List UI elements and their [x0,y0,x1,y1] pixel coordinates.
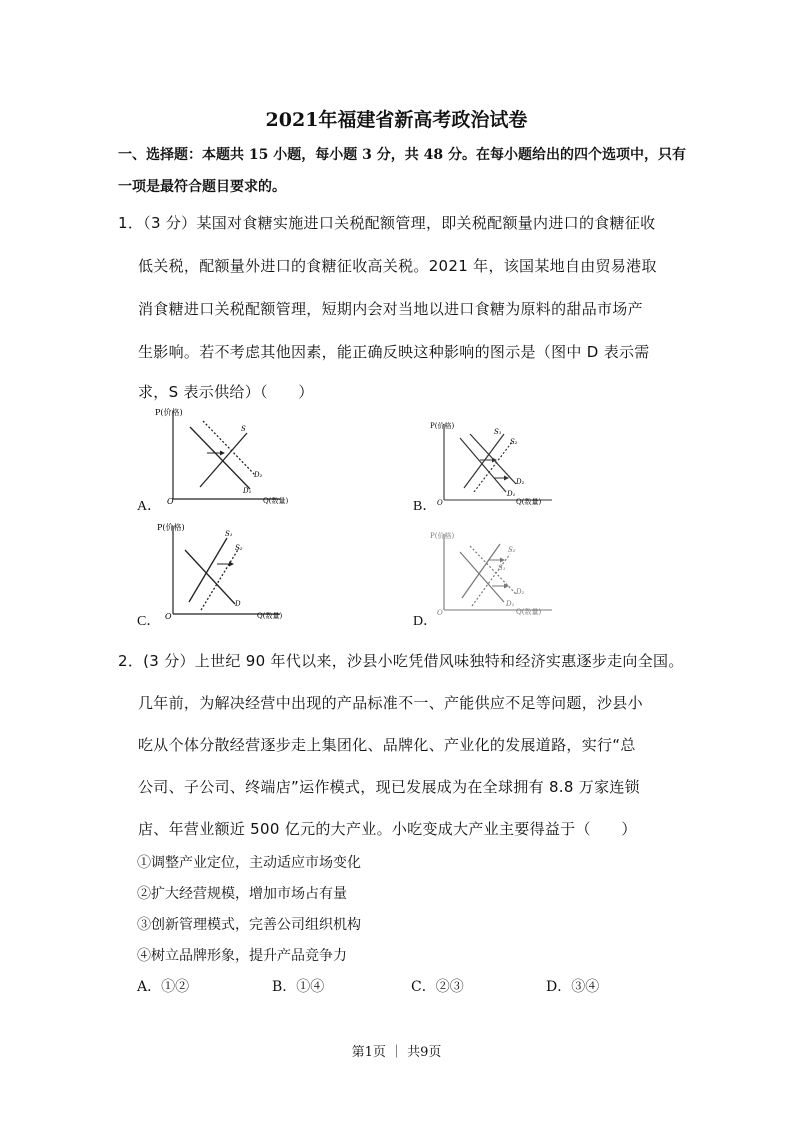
d2-label: D₂ [516,588,525,596]
option-a-letter[interactable]: A． [137,499,162,514]
arrow-head [220,451,225,456]
supply-curve-s2 [472,554,510,606]
q2-line: 2．(3 分）上世纪 90 年代以来，沙县小吃凭借风味独特和经济实惠逐步走向全国。 [118,652,684,670]
option-c-letter[interactable]: C． [137,614,161,629]
s1-label: S₁ [498,564,506,572]
s2-label: S₂ [508,546,516,554]
q1-line: 消食糖进口关税配额管理，短期内会对当地以进口食糖为原料的甜品市场产 [138,300,643,318]
origin-label: O [165,612,172,621]
supply-curve-s1 [189,538,227,602]
arrow-head [229,562,234,567]
y-axis-label: P(价格) [157,523,185,532]
supply-curve-s1 [464,434,504,488]
y-axis-label: P(价格) [430,422,455,430]
arrow-head [500,558,505,563]
q2-line: 公司、子公司、终端店”运作模式，现已发展成为在全球拥有 8.8 万家连锁 [138,778,640,796]
graph-b [430,420,560,510]
q2-choice-b[interactable]: B．①④ [272,979,325,995]
q2-statement-4: ④树立品牌形象，提升产品竞争力 [137,948,347,964]
q2-choice-a[interactable]: A．①② [137,979,190,995]
q1-line: 生影响。若不考虑其他因素，能正确反映这种影响的图示是（图中 D 表示需 [138,343,650,361]
d-label: D [235,600,241,608]
s2-label: S₂ [510,438,518,446]
q2-statement-2: ②扩大经营规模，增加市场占有量 [137,886,347,902]
q2-line: 几年前，为解决经营中出现的产品标准不一、产能供应不足等问题，沙县小 [138,694,643,712]
section-instruction-line2: 一项是最符合题目要求的。 [118,179,286,195]
graph-c [155,520,285,620]
x-axis-label: Q(数量) [257,612,283,620]
page-footer: 第1页 ｜ 共9页 [351,1045,442,1060]
q2-line: 吃从个体分散经营逐步走上集团化、品牌化、产业化的发展道路，实行“总 [138,736,636,754]
graph-d [430,530,560,620]
q2-choice-d[interactable]: D．③④ [546,979,600,995]
x-axis-label: Q(数量) [516,608,542,616]
s1-label: S₁ [494,428,502,436]
demand-curve-d1 [190,427,250,489]
origin-label: O [167,497,174,506]
page-title: 2021年福建省新高考政治试卷 [265,109,528,131]
q1-line: 低关税，配额量外进口的食糖征收高关税。2021 年，该国某地自由贸易港取 [138,257,657,275]
section-instruction-line1: 一、选择题：本题共 15 小题，每小题 3 分，共 48 分。在每小题给出的四个选项中，只有 [118,147,686,163]
d2-label: D₂ [254,471,263,479]
s2-label: S₂ [235,544,243,552]
option-d-letter[interactable]: D． [413,614,438,629]
x-axis-label: Q(数量) [516,498,542,506]
q2-choice-c[interactable]: C．②③ [411,979,464,995]
q2-statement-3: ③创新管理模式，完善公司组织机构 [137,917,361,933]
q1-line: 求，S 表示供给）（ ） [138,383,314,401]
d1-label: D₁ [506,600,515,608]
origin-label: O [437,609,443,617]
q2-statement-1: ①调整产业定位，主动适应市场变化 [137,855,361,871]
origin-label: O [437,499,443,507]
q1-line: 1．（3 分）某国对食糖实施进口关税配额管理，即关税配额量内进口的食糖征收 [118,214,656,232]
d1-label: D₁ [507,490,516,498]
supply-curve-s2 [201,548,239,610]
graph-a [155,405,289,506]
x-axis-label: Q(数量) [263,497,289,505]
q2-line: 店、年营业额近 500 亿元的大产业。小吃变成大产业主要得益于（ ） [138,820,637,838]
d1-label: D₁ [243,487,252,495]
y-axis-label: P(价格) [430,532,455,540]
supply-curve-s1 [462,544,500,598]
d2-label: D₂ [516,478,525,486]
option-b-letter[interactable]: B． [413,499,437,514]
s1-label: S₁ [225,530,233,538]
s-label: S [241,425,246,433]
y-axis-label: P(价格) [155,408,183,417]
